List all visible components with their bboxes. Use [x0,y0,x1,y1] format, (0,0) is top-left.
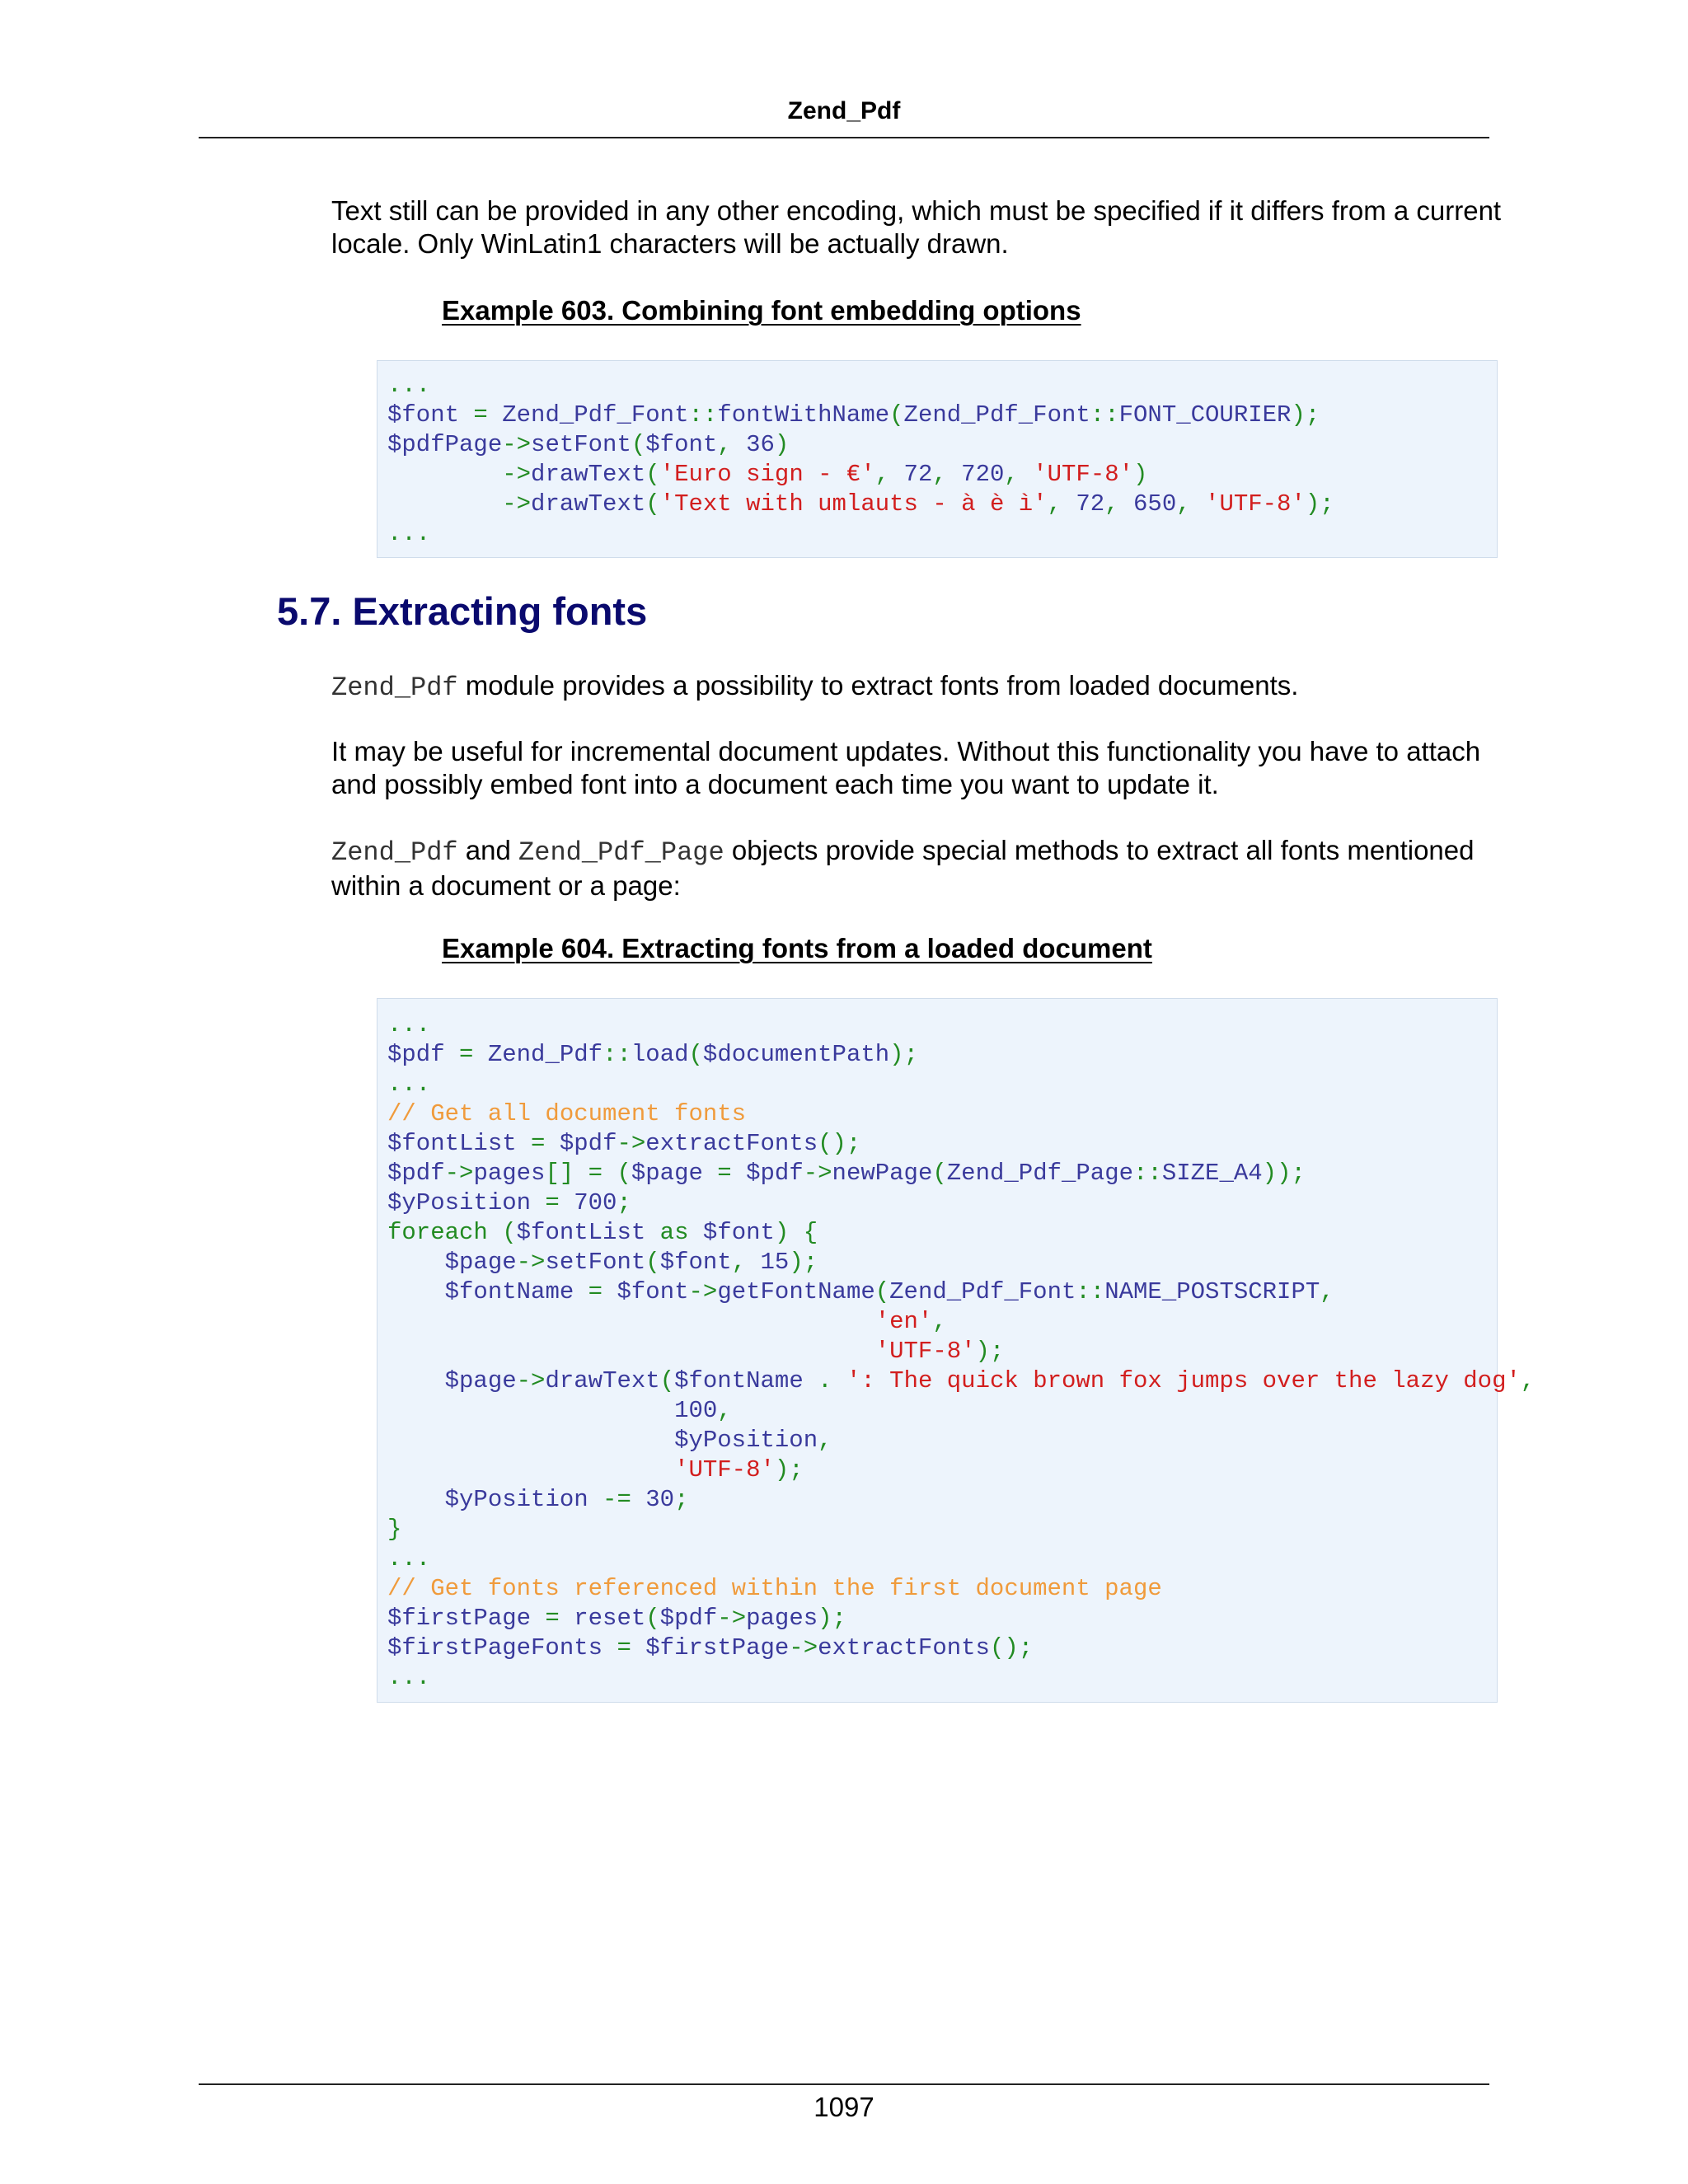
code-token: $pdfPage [387,431,503,458]
code-token: ); [1291,401,1320,429]
code-token: ); [1305,490,1334,518]
code-token: ': The quick brown fox jumps over the lazy dog' [846,1367,1521,1394]
code-token: ( [874,1278,890,1305]
code-token: $fontName [444,1278,574,1305]
code-line [387,1129,1497,1159]
code-token: = [531,1605,574,1632]
code-token: $font [702,1219,775,1246]
code-token: $pdf [659,1605,718,1632]
code-token: $fontName [674,1367,804,1394]
code-line [387,1366,1536,1396]
code-token: ( [645,1605,660,1632]
code-token: = [516,1130,560,1157]
code-token: , [1520,1367,1536,1394]
code-token: 700 [574,1189,617,1216]
code-token: -> [502,461,532,488]
code-token: 650 [1133,490,1177,518]
code-token: $fontList [387,1130,517,1157]
code-token [387,1249,445,1276]
inline-code-zend-pdf-page: Zend_Pdf_Page [518,837,724,868]
code-token: ; [674,1486,689,1513]
code-token: ( [645,490,660,518]
code-line [387,519,1497,549]
code-token: $pdf [387,1160,445,1187]
code-line [387,1307,1497,1337]
code-token: Zend_Pdf_Font [889,1278,1076,1305]
code-line [387,1663,1497,1693]
code-token: 'UTF-8' [674,1456,775,1483]
code-token [387,1486,445,1513]
footer-rule [199,2083,1489,2085]
code-token: $page [631,1160,703,1187]
code-token: // Get fonts referenced within the first document page [387,1575,1162,1602]
code-line [387,1099,1497,1129]
code-token [387,1338,875,1365]
code-token: :: [688,401,718,429]
intro-paragraph: Text still can be provided in any other encoding, which must be specified if it differs from a current locale. Only WinLatin1 characters will be actually drawn. [331,195,1502,259]
code-token: :: [603,1041,631,1068]
code-token: , [1176,490,1206,518]
code-token: $firstPage [387,1605,532,1632]
paragraph-3-text: objects provide special methods to extract all fonts mentioned within a document or a page: [331,835,1475,901]
code-token: , [1104,490,1134,518]
code-token: $firstPage [645,1634,790,1661]
code-token: (); [818,1130,861,1157]
code-token: $yPosition [387,1189,532,1216]
header-rule [199,137,1489,138]
code-line [387,1515,1497,1544]
page-number: 1097 [814,2092,874,2122]
code-token: 'Euro sign - €' [659,461,875,488]
code-token: , [932,1308,947,1335]
code-token: , [731,1249,761,1276]
code-token [387,1456,674,1483]
code-line [387,1070,1497,1099]
code-token: , [717,1397,732,1424]
code-token: 'UTF-8' [1033,461,1134,488]
code-token: -> [717,1605,747,1632]
code-token: ( [932,1160,947,1187]
code-token: , [818,1427,832,1454]
code-token: ... [387,1071,431,1098]
code-line [387,1040,1497,1070]
code-token: -> [502,431,532,458]
code-token: :: [1133,1160,1162,1187]
example-604-code-block [377,998,1536,1703]
code-line [387,1633,1497,1663]
code-line [387,1455,1497,1485]
code-token: foreach [387,1219,488,1246]
code-token: :: [1076,1278,1105,1305]
code-token: = [459,401,503,429]
code-token: 100 [674,1397,718,1424]
code-token: $pdf [746,1160,804,1187]
code-token: $page [444,1249,517,1276]
code-token: // Get all document fonts [387,1100,747,1127]
code-token: extractFonts [818,1634,990,1661]
code-token [387,490,502,518]
code-line [387,460,1497,490]
section-paragraph-3 [331,834,1502,902]
code-token: ); [774,1456,804,1483]
code-line [387,490,1497,519]
code-token: Zend_Pdf [487,1041,603,1068]
code-token: ( [631,431,646,458]
example-604-title: Example 604. Extracting fonts from a loaded document [442,933,1152,963]
section-heading: 5.7. Extracting fonts [277,589,648,633]
code-token: ( [645,1249,660,1276]
code-token: ... [387,1545,431,1572]
code-token: reset [574,1605,646,1632]
example-603-code-block [377,360,1498,558]
section-paragraph-1 [331,669,1502,705]
inline-code-zend-pdf: Zend_Pdf [331,837,458,868]
code-token: setFont [531,431,631,458]
code-token: as [645,1219,703,1246]
code-token: $page [444,1367,517,1394]
code-token: (); [989,1634,1034,1661]
running-header: Zend_Pdf [787,97,901,124]
code-token: ... [387,520,431,547]
code-token: ; [617,1189,631,1216]
code-token: Zend_Pdf_Font [903,401,1090,429]
code-token: , [1004,461,1034,488]
code-line [387,1574,1497,1604]
code-token: ... [387,1011,431,1038]
code-token: 'UTF-8' [1205,490,1306,518]
code-token: ) { [774,1219,818,1246]
code-token: drawText [531,490,646,518]
code-token: )); [1262,1160,1306,1187]
code-token: -= [588,1486,646,1513]
code-token: 15 [760,1249,790,1276]
code-token: :: [1090,401,1119,429]
code-token: ); [789,1249,818,1276]
code-token: = [702,1160,747,1187]
code-token: ); [889,1041,918,1068]
code-token: FONT_COURIER [1118,401,1292,429]
code-token: $font [645,431,718,458]
code-token: drawText [531,461,646,488]
code-line [387,1337,1497,1366]
code-token: ( [487,1219,517,1246]
code-token: SIZE_A4 [1161,1160,1263,1187]
code-token: -> [502,490,532,518]
code-line [387,1277,1497,1307]
code-line [387,1544,1497,1574]
code-token: [] = ( [545,1160,631,1187]
code-line [387,1010,1497,1040]
code-token: Zend_Pdf_Font [502,401,689,429]
code-token: ( [889,401,904,429]
code-token: = [531,1189,574,1216]
code-token: setFont [545,1249,646,1276]
code-token: } [387,1516,402,1543]
code-line [387,1485,1497,1515]
code-token [387,1397,674,1424]
code-token: -> [516,1367,546,1394]
section-paragraph-2: It may be useful for incremental document updates. Without this functionality you have to attach and possibly embed font into a document each time you want to update it. [331,736,1481,799]
code-token: getFontName [717,1278,875,1305]
code-token: pages [473,1160,546,1187]
example-604-code [377,999,1536,1693]
code-token: ( [659,1367,675,1394]
code-token: ) [774,431,790,458]
code-line [387,371,1497,401]
code-token [387,461,502,488]
example-603-title: Example 603. Combining font embedding options [442,295,1081,326]
code-line [387,1248,1497,1277]
code-line [387,401,1497,430]
code-token: 72 [1076,490,1105,518]
code-token: ) [1133,461,1148,488]
code-token: fontWithName [717,401,890,429]
code-line [387,1426,1497,1455]
code-token: $yPosition [674,1427,818,1454]
code-token: load [631,1041,689,1068]
code-token: , [932,461,962,488]
code-token: $firstPageFonts [387,1634,603,1661]
code-token: ); [818,1605,846,1632]
code-token: . [803,1367,846,1394]
code-token: ( [645,461,660,488]
inline-code-zend-pdf: Zend_Pdf [331,673,458,703]
code-token: , [717,431,747,458]
code-token: 'UTF-8' [874,1338,976,1365]
code-token: $font [387,401,460,429]
code-token: extractFonts [645,1130,818,1157]
code-token: 72 [903,461,933,488]
code-token [387,1427,674,1454]
code-token: -> [617,1130,646,1157]
code-token: -> [803,1160,832,1187]
code-token: $font [617,1278,689,1305]
code-token: ); [975,1338,1005,1365]
code-token [387,1278,445,1305]
example-603-code [377,361,1497,549]
code-token: , [874,461,904,488]
code-token: $pdf [387,1041,445,1068]
code-token: drawText [545,1367,660,1394]
code-token: 'en' [874,1308,933,1335]
code-token: ( [688,1041,703,1068]
code-token: ... [387,1664,431,1691]
code-token: $pdf [559,1130,617,1157]
code-token: pages [746,1605,818,1632]
code-token: -> [516,1249,546,1276]
code-token: NAME_POSTSCRIPT [1104,1278,1320,1305]
code-token: $yPosition [444,1486,588,1513]
code-token: ... [387,372,431,399]
code-token: 36 [746,431,775,458]
code-token: = [574,1278,617,1305]
code-token: , [1320,1278,1334,1305]
code-token: = [444,1041,488,1068]
code-token: newPage [832,1160,933,1187]
code-token: $fontList [516,1219,646,1246]
code-line [387,1604,1497,1633]
code-token: $font [659,1249,732,1276]
code-token: -> [444,1160,474,1187]
code-line [387,1218,1497,1248]
code-line [387,1396,1497,1426]
code-token: -> [789,1634,818,1661]
code-token: Zend_Pdf_Page [946,1160,1134,1187]
code-token: , [1047,490,1076,518]
code-token: $documentPath [702,1041,890,1068]
code-token: -> [688,1278,718,1305]
paragraph-3-and: and [457,835,519,865]
code-token: 30 [645,1486,675,1513]
code-token: 720 [961,461,1005,488]
code-token: 'Text with umlauts - à è ì' [659,490,1048,518]
code-token: = [603,1634,646,1661]
code-token [387,1367,445,1394]
code-line [387,430,1497,460]
code-line [387,1188,1497,1218]
code-line [387,1159,1497,1188]
paragraph-1-text: module provides a possibility to extract fonts from loaded documents. [457,670,1299,701]
code-token [387,1308,875,1335]
